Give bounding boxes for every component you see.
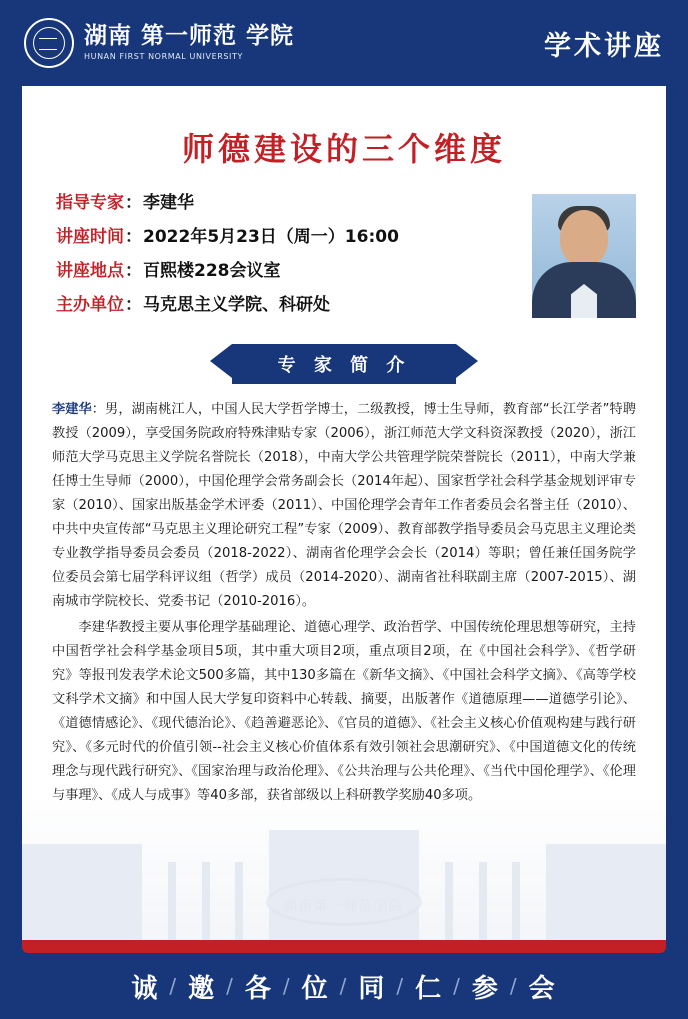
speaker-portrait <box>532 194 636 318</box>
footer-separator: / <box>282 974 292 998</box>
footer-separator: / <box>509 974 519 998</box>
poster-header <box>0 0 688 86</box>
footer-char: 会 <box>528 973 557 1004</box>
info-row <box>56 294 522 317</box>
footer-separator: / <box>169 974 179 998</box>
info-value: 2022年5月23日（周一）16:00 <box>143 226 399 247</box>
info-separator: ： <box>125 294 142 315</box>
footer-char: 诚 <box>131 973 160 1004</box>
info-row <box>56 192 522 215</box>
footer-char: 仁 <box>415 973 444 1004</box>
info-separator: ： <box>125 193 142 213</box>
info-label: 指导专家 <box>56 193 124 213</box>
footer-separator: / <box>339 974 349 998</box>
bio-paragraph-2: 李建华教授主要从事伦理学基础理论、道德心理学、政治哲学、中国传统伦理思想等研究，主持中国哲学社会科学基金项目5项，其中重大项目2项，重点项目2项，在《中国社会科学》、《哲学研究》等报刊发表学术论文500多篇，其中130多篇在《新华文摘》、《中国社会科学文摘》、《高等学校文科学术文摘》和中国人民大学复印资料中心转载、摘要，出版著作《道德原理——道德学引论》、《道德情感论》、《现代德治论》、《趋善避恶论》、《官员的道德》、《社会主义核心价值观构建与践行研究》、《多元时代的价值引领--社会主义核心价值体系有效引领社会思潮研究》、《中国道德文化的传统理念与现代践行研究》、《国家治理与政治伦理》、《公共治理与公共伦理》、《当代中国伦理学》、《伦理与事理》、《成人与成事》等40多部，获省部级以上科研教学奖励40多项。 <box>52 619 636 803</box>
header-category-label: 学术讲座 <box>544 30 664 62</box>
footer-separator: / <box>226 974 235 998</box>
info-label: 讲座时间 <box>56 226 124 247</box>
info-separator: ： <box>125 260 142 281</box>
info-separator: ： <box>125 226 142 247</box>
watermark-seal-text: 湖南第一师范学院 <box>283 899 405 914</box>
footer-separator: / <box>396 974 406 998</box>
section-banner-wrap <box>48 344 640 384</box>
info-row <box>56 226 522 249</box>
footer-char: 各 <box>244 973 273 1004</box>
poster-footer <box>0 953 688 1019</box>
card-bottom-accent-bar <box>22 940 666 953</box>
footer-char: 同 <box>358 973 387 1004</box>
page-title: 师德建设的三个维度 <box>181 130 506 168</box>
brand-name-en: HUNAN FIRST NORMAL UNIVERSITY <box>84 51 243 61</box>
speaker-bio <box>48 398 640 808</box>
info-list <box>56 192 522 328</box>
content-card <box>22 86 666 940</box>
info-label: 主办单位 <box>56 294 124 315</box>
info-label: 讲座地点 <box>56 260 124 281</box>
brand-text <box>84 24 294 61</box>
bio-paragraph-1 <box>52 398 636 614</box>
info-value: 李建华 <box>143 193 194 213</box>
brand-name-cn: 湖南 第一师范 学院 <box>84 23 295 50</box>
footer-separator: / <box>453 974 462 998</box>
footer-char: 邀 <box>188 973 217 1004</box>
footer-invitation <box>131 968 556 1005</box>
info-row <box>56 260 522 283</box>
bio-paragraph-1-text: ：男，湖南桃江人，中国人民大学哲学博士，二级教授，博士生导师，教育部“长江学者”特聘教授（2009），享受国务院政府特殊津贴专家（2006），浙江师范大学文科资深教授（2020），浙江师范大学马克思主义学院名誉院长（2018），中南大学公共管理学院荣誉院长（2011），中南大学兼任博士生导师（2000），中国伦理学会常务副会长（2014年起）、国家哲学社会科学基金规划评审专家（2010）、国家出版基金学术评委（2011）、中国伦理学会青年工作者委员会名誉主任（2010）、中共中央宣传部“马克思主义理论研究工程”专家（2009）、教育部教学指导委员会马克思主义理论类专业教学指导委员会委员（2018-2022）、湖南省伦理学会会长（2014）等职；曾任兼任国务院学位委员会第七届学科评议组（哲学）成员（2014-2020）、湖南省社科联副主席（2007-2015）、湖南城市学院校长、党委书记（2010-2016）。 <box>52 401 637 609</box>
footer-char: 位 <box>301 973 330 1004</box>
info-section <box>48 192 640 328</box>
bio-speaker-name: 李建华 <box>52 401 92 417</box>
info-value: 马克思主义学院、科研处 <box>143 294 330 315</box>
footer-char: 参 <box>471 973 500 1004</box>
portrait-head <box>560 210 608 266</box>
info-value: 百熙楼228会议室 <box>143 260 281 281</box>
campus-watermark <box>22 790 666 940</box>
university-seal-icon <box>24 18 74 68</box>
section-banner: 专 家 简 介 <box>232 344 457 384</box>
brand-block <box>24 18 294 68</box>
